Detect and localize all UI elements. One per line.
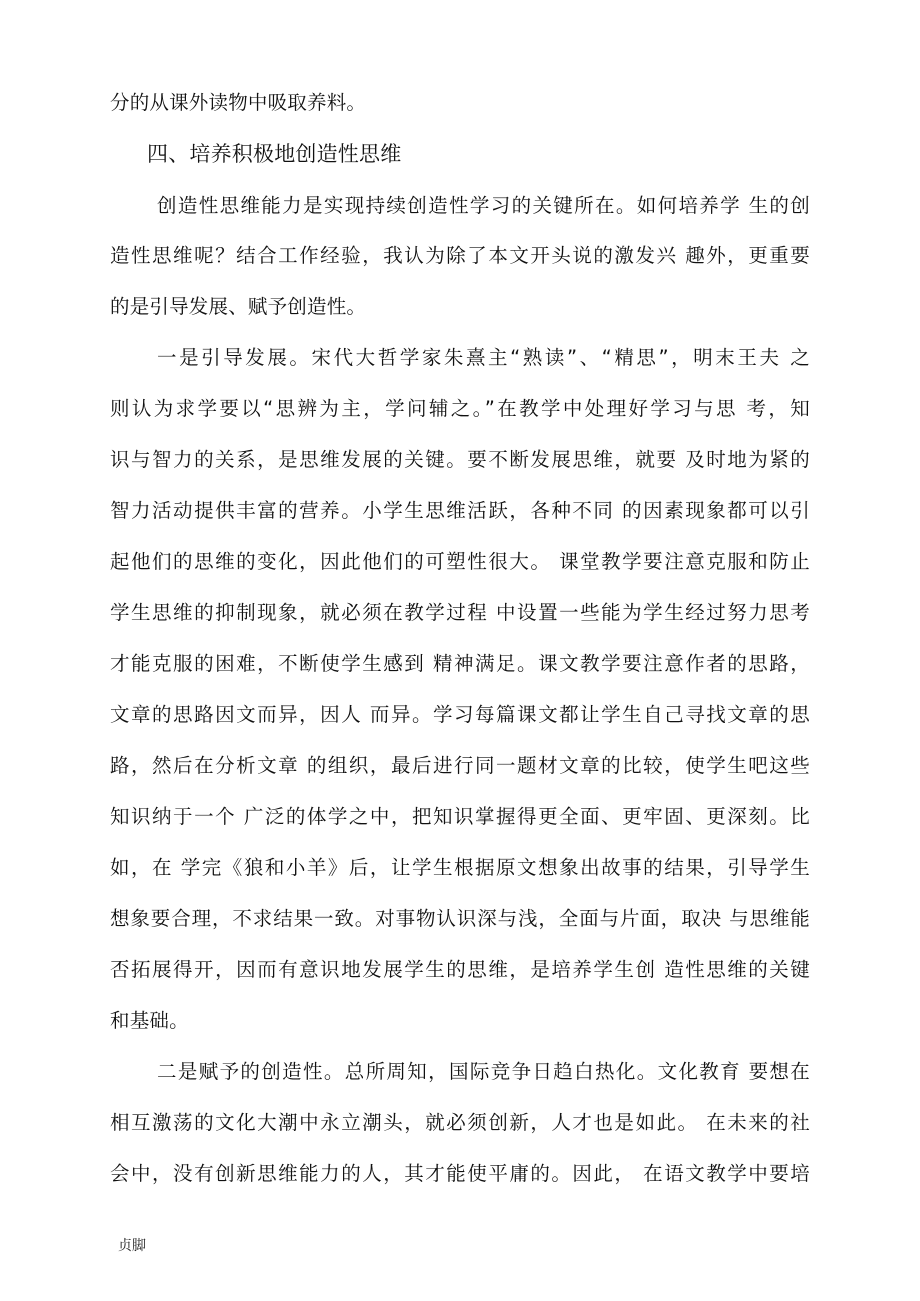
- paragraph-line: 智力活动提供丰富的营养。小学生思维活跃，各种不同 的因素现象都可以引: [110, 499, 810, 522]
- paragraph-line: 二是赋予的创造性。总所周知，国际竞争日趋白热化。文化教育 要想在: [157, 1060, 810, 1083]
- paragraph-line: 起他们的思维的变化，因此他们的可塑性很大。 课堂教学要注意克服和防止: [110, 550, 810, 573]
- paragraph-line: 如，在 学完《狼和小羊》后，让学生根据原文想象出故事的结果，引导学生: [110, 856, 810, 879]
- paragraph-line: 路，然后在分析文章 的组织，最后进行同一题材文章的比较，使学生吧这些: [110, 754, 810, 777]
- paragraph-line: 才能克服的困难，不断使学生感到 精神满足。课文教学要注意作者的思路，: [110, 652, 810, 675]
- paragraph-line: 相互激荡的文化大潮中永立潮头，就必须创新，人才也是如此。 在未来的社: [110, 1111, 810, 1134]
- paragraph-line: 会中，没有创新思维能力的人，其才能使平庸的。因此， 在语文教学中要培: [110, 1162, 810, 1185]
- paragraph-line: 造性思维呢？结合工作经验，我认为除了本文开头说的激发兴 趣外，更重要: [110, 244, 810, 267]
- paragraph-line: 文章的思路因文而异，因人 而异。学习每篇课文都让学生自己寻找文章的思: [110, 703, 810, 726]
- paragraph-line: 否拓展得开，因而有意识地发展学生的思维，是培养学生创 造性思维的关键: [110, 958, 810, 981]
- paragraph-line: 识与智力的关系，是思维发展的关键。要不断发展思维，就要 及时地为紧的: [110, 448, 810, 471]
- paragraph-line: 则认为求学要以“思辨为主，学问辅之。”在教学中处理好学习与思 考，知: [110, 397, 810, 420]
- paragraph-line: 的是引导发展、赋予创造性。: [110, 295, 367, 318]
- section-heading: 四、培养积极地创造性思维: [147, 142, 402, 166]
- paragraph-line: 一是引导发展。宋代大哲学家朱熹主“熟读”、“精思”，明末王夫 之: [157, 346, 810, 369]
- paragraph-line: 分的从课外读物中吸取养料。: [110, 91, 367, 114]
- page-footer: 贞脚: [118, 1238, 146, 1254]
- paragraph-line: 想象要合理，不求结果一致。对事物认识深与浅，全面与片面，取决 与思维能: [110, 907, 810, 930]
- paragraph-line: 创造性思维能力是实现持续创造性学习的关键所在。如何培养学 生的创: [157, 194, 810, 217]
- paragraph-line: 知识纳于一个 广泛的体学之中，把知识掌握得更全面、更牢固、更深刻。比: [110, 805, 810, 828]
- paragraph-line: 学生思维的抑制现象，就必须在教学过程 中设置一些能为学生经过努力思考: [110, 601, 810, 624]
- paragraph-line: 和基础。: [110, 1009, 189, 1032]
